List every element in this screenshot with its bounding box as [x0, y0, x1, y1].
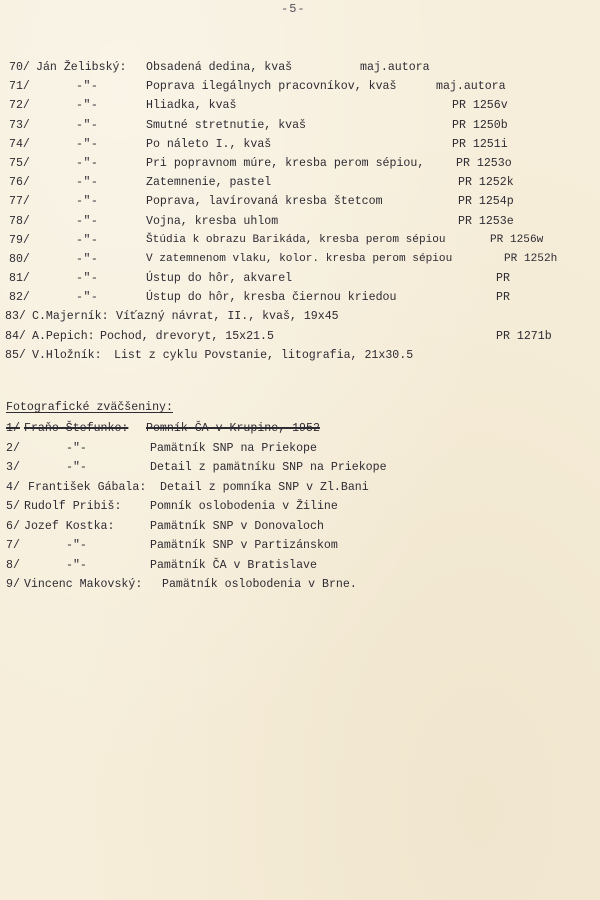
photo-artist: Jozef Kostka: — [24, 519, 115, 533]
photo-title: Pamätník oslobodenia v Brne. — [162, 578, 357, 591]
photo-title: Pomník oslobodenia v Žiline — [150, 500, 338, 513]
catalog-entry — [0, 77, 600, 96]
entry-title: Hliadka, kvaš — [146, 99, 237, 113]
entry-title: Zatemnenie, pastel — [146, 176, 272, 190]
photo-number: 2/ — [6, 441, 20, 455]
entry-reference: PR 1253o — [456, 156, 512, 170]
photo-entry — [0, 556, 600, 576]
photo-entry — [0, 478, 600, 498]
entry-reference: PR 1271b — [496, 329, 552, 343]
entry-reference: PR — [496, 272, 510, 286]
catalog-entry — [0, 250, 600, 269]
catalog-list — [0, 58, 600, 595]
photo-entry — [0, 497, 600, 517]
catalog-entry — [0, 173, 600, 192]
entry-number: 80/ — [9, 252, 30, 266]
entry-ditto-mark: -"- — [76, 156, 99, 170]
entry-ditto-mark: -"- — [76, 233, 99, 247]
entry-title: Vojna, kresba uhlom — [146, 214, 279, 228]
photo-ditto-mark: -"- — [66, 539, 87, 552]
photo-entry — [0, 458, 600, 478]
entry-number: 74/ — [9, 137, 30, 151]
entry-title: List z cyklu Povstanie, litografia, 21x30.5 — [114, 348, 414, 362]
photo-ditto-mark: -"- — [66, 461, 87, 474]
entry-number: 73/ — [9, 118, 30, 132]
entry-number: 82/ — [9, 291, 30, 305]
entry-title: Ústup do hôr, akvarel — [146, 272, 293, 286]
catalog-entry — [0, 288, 600, 307]
photo-number: 1/ — [6, 422, 20, 435]
photo-ditto-mark: -"- — [66, 441, 87, 455]
catalog-entry — [0, 269, 600, 288]
photo-artist: František Gábala: — [28, 480, 147, 494]
photo-number: 9/ — [6, 578, 20, 591]
entry-artist: C.Majerník: — [32, 310, 109, 324]
entry-reference: PR 1256v — [452, 99, 508, 113]
photo-entry — [0, 536, 600, 556]
catalog-entry — [0, 116, 600, 135]
entry-artist: Ján Želibský: — [36, 61, 127, 74]
catalog-entry — [0, 327, 600, 346]
photo-number: 4/ — [6, 480, 20, 494]
entry-title: Smutné stretnutie, kvaš — [146, 118, 307, 132]
catalog-entry — [0, 231, 600, 250]
entry-ditto-mark: -"- — [76, 176, 99, 190]
section-spacer — [0, 365, 600, 397]
entry-number: 77/ — [9, 195, 30, 209]
photo-ditto-mark: -"- — [66, 558, 87, 572]
photo-entry — [0, 419, 600, 439]
entry-ditto-mark: -"- — [76, 214, 99, 228]
catalog-entry — [0, 212, 600, 231]
entry-ditto-mark: -"- — [76, 99, 99, 113]
entry-number: 75/ — [9, 156, 30, 170]
entry-ditto-mark: -"- — [76, 80, 99, 94]
entry-ditto-mark: -"- — [76, 252, 99, 266]
catalog-entry — [0, 346, 600, 365]
entry-reference: PR 1256w — [490, 233, 544, 246]
photo-number: 5/ — [6, 500, 20, 513]
entry-ditto-mark: -"- — [76, 137, 99, 151]
catalog-entry — [0, 192, 600, 211]
entry-ditto-mark: -"- — [76, 118, 99, 132]
entry-artist: A.Pepich: — [32, 329, 95, 343]
entry-number: 72/ — [9, 99, 30, 113]
entry-number: 81/ — [9, 272, 30, 286]
entry-number: 85/ — [5, 348, 26, 362]
entry-reference: PR 1251i — [452, 137, 508, 151]
page-number: -5- — [281, 2, 306, 16]
catalog-entry — [0, 135, 600, 154]
photo-artist: Rudolf Pribiš: — [24, 500, 122, 513]
entry-artist: V.Hložník: — [32, 348, 102, 362]
photo-number: 6/ — [6, 519, 20, 533]
entry-number: 79/ — [9, 233, 30, 247]
entry-title: Ústup do hôr, kresba čiernou kriedou — [146, 291, 397, 305]
entry-title: Poprava, lavírovaná kresba štetcom — [146, 195, 383, 209]
catalog-entry — [0, 307, 600, 326]
section-heading-photos: Fotografické zväčšeniny: — [6, 401, 173, 414]
photo-artist: Vincenc Makovský: — [24, 578, 143, 591]
catalog-entry — [0, 58, 600, 77]
photo-entry — [0, 439, 600, 459]
photo-artist: Fraňo Štefunko: — [24, 422, 129, 435]
entry-title: Po náleto I., kvaš — [146, 137, 272, 151]
photo-title: Pamätník ČA v Bratislave — [150, 558, 317, 572]
entry-title: Obsadená dedina, kvaš — [146, 61, 293, 74]
photo-title: Pamätník SNP v Partizánskom — [150, 539, 338, 552]
photo-title: Detail z pomníka SNP v Zl.Bani — [160, 480, 369, 494]
photo-title: Detail z pamätníku SNP na Priekope — [150, 461, 387, 474]
entry-title: Štúdia k obrazu Barikáda, kresba perom sépiou — [146, 233, 446, 246]
photo-entry — [0, 517, 600, 537]
entry-title: Pochod, drevoryt, 15x21.5 — [100, 329, 274, 343]
catalog-entry — [0, 96, 600, 115]
entry-reference: maj.autora — [436, 80, 506, 94]
entry-number: 83/ — [5, 310, 26, 324]
entry-ditto-mark: -"- — [76, 272, 99, 286]
photo-title: Pamätník SNP na Priekope — [150, 441, 317, 455]
entry-title: V zatemnenom vlaku, kolor. kresba perom sépiou — [146, 252, 453, 265]
entry-number: 76/ — [9, 176, 30, 190]
entry-number: 70/ — [9, 61, 30, 74]
entry-reference: PR 1253e — [458, 214, 514, 228]
photo-entry — [0, 575, 600, 595]
photo-title: Pamätník SNP v Donovaloch — [150, 519, 324, 533]
entry-reference: PR 1252k — [458, 176, 514, 190]
entry-reference: PR — [496, 291, 510, 305]
entry-number: 84/ — [5, 329, 26, 343]
entry-number: 71/ — [9, 80, 30, 94]
catalog-entry — [0, 154, 600, 173]
photo-title: Pomník ČA v Krupine, 1952 — [146, 422, 320, 435]
entry-reference: PR 1254p — [458, 195, 514, 209]
entry-ditto-mark: -"- — [76, 195, 99, 209]
entry-number: 78/ — [9, 214, 30, 228]
entry-title: Víťazný návrat, II., kvaš, 19x45 — [116, 310, 339, 324]
entry-title: Poprava ilegálnych pracovníkov, kvaš — [146, 80, 397, 94]
entry-title: Pri popravnom múre, kresba perom sépiou, — [146, 156, 425, 170]
photo-number: 8/ — [6, 558, 20, 572]
photo-number: 7/ — [6, 539, 20, 552]
entry-reference: PR 1250b — [452, 118, 508, 132]
entry-reference: PR 1252h — [504, 252, 558, 265]
photo-number: 3/ — [6, 461, 20, 474]
entry-reference: maj.autora — [360, 61, 430, 74]
entry-ditto-mark: -"- — [76, 291, 99, 305]
